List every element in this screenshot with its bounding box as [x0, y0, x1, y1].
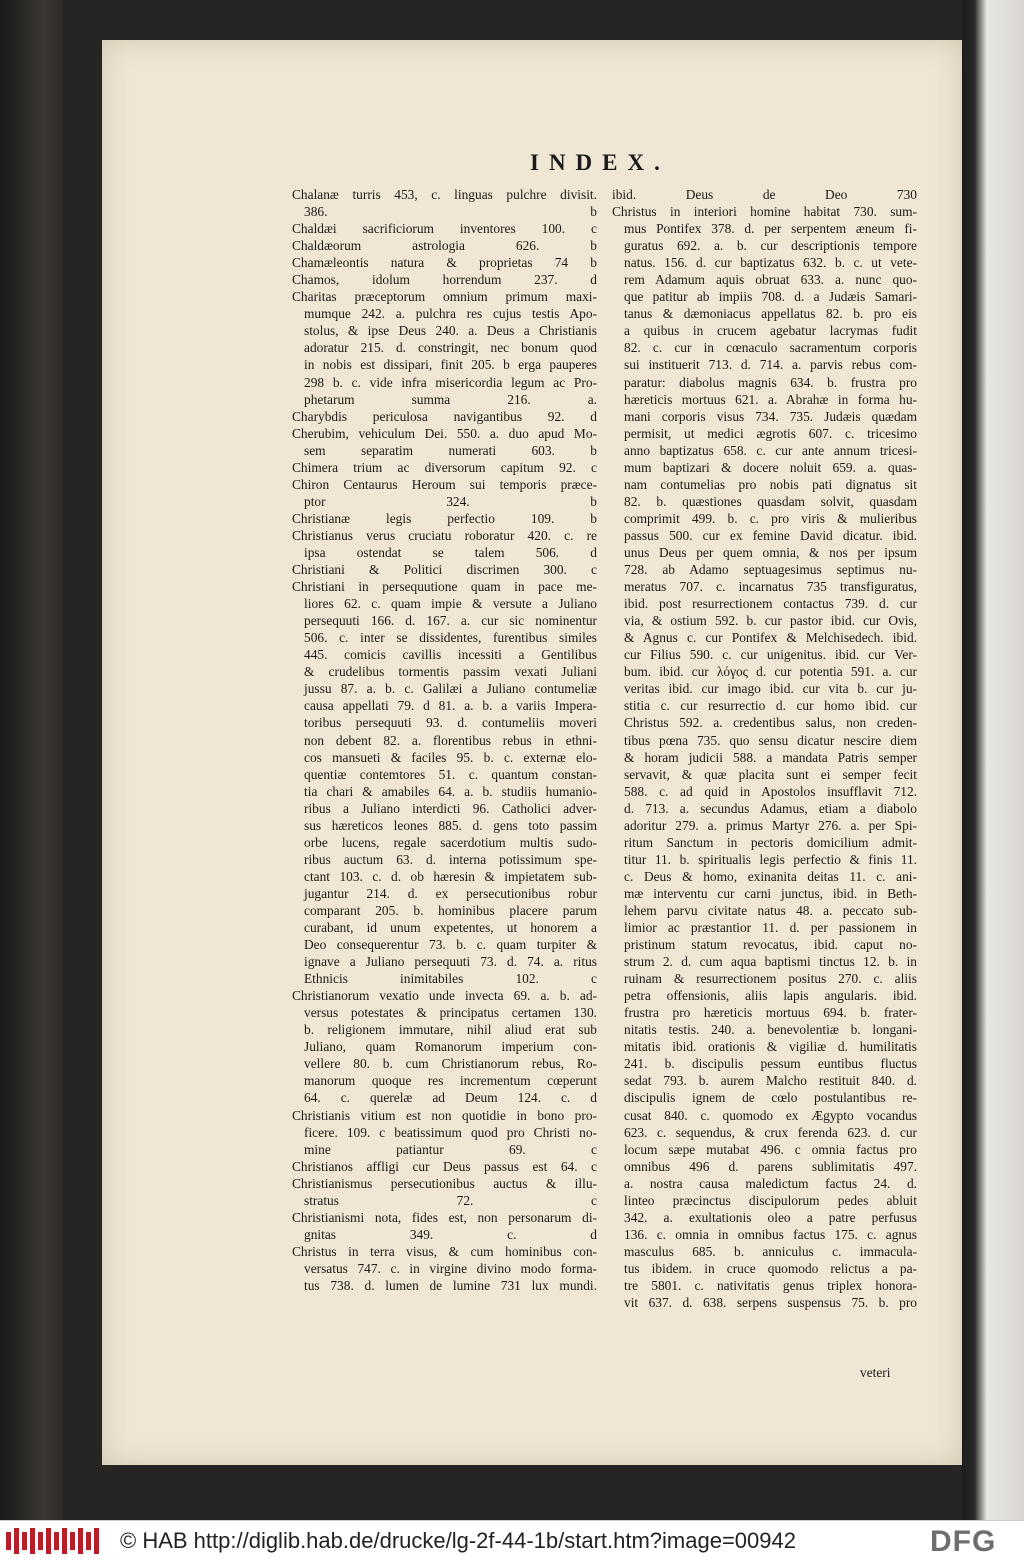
index-entry-line: linteo præcinctus discipulorum pedes abluit	[624, 1192, 917, 1208]
index-entry-line: frustra pro hæreticis mortuus 694. b. frater-	[624, 1005, 917, 1021]
index-entry-line: 623. c. sequendus, & crux ferenda 623. d. cur	[624, 1124, 917, 1140]
copyright-link[interactable]: © HAB http://diglib.hab.de/drucke/lg-2f-44-1b/start.htm?image=00942	[120, 1528, 796, 1553]
index-entry	[292, 987, 597, 1106]
index-entry-line: & horam judicii 588. a mandata Patris semper	[624, 749, 917, 765]
hab-logo-icon	[6, 1527, 102, 1555]
index-entry-line: mine patiantur 69. c	[304, 1141, 597, 1157]
index-entry-line: & Agnus c. cur Pontifex & Melchisedech. ibid.	[624, 630, 917, 646]
index-entry-line: c. Deus & homo, exinanita deitas 11. c. ani-	[624, 868, 917, 884]
index-entry	[292, 1209, 597, 1243]
index-entry-line: permisit, ut medici ægrotis 607. c. tricesimo	[624, 425, 917, 441]
index-entry-line: Christus in interiori homine habitat 730. sum-	[612, 204, 917, 220]
index-entry-line: 728. ab Adamo septuagesimus septimus nu-	[624, 562, 917, 578]
index-entry-line: unus Deus per quem omnia, & nos per ipsum	[624, 544, 917, 560]
index-entry-line: que patitur ab impiis 708. d. a Judæis Samari-	[624, 289, 917, 305]
index-entry	[292, 527, 597, 561]
index-entry-line: Christus 592. a. credentibus salus, non creden-	[624, 715, 917, 731]
index-entry-line: comparant 205. b. hominibus placere parum	[304, 902, 597, 918]
index-entry-line: b. religionem immutare, nihil aliud erat sub	[304, 1022, 597, 1038]
index-entry	[292, 510, 597, 527]
index-entry-line: jussu 87. a. b. c. Galilæi a Juliano contumeliæ	[304, 681, 597, 697]
index-entry-line: passus 500. cur ex femine David dicatur. ibid.	[624, 527, 917, 543]
index-entry-line: Chaldæorum astrologia 626. b	[292, 238, 597, 254]
index-entry-line: a. nostra causa maledictum factus 24. d.	[624, 1175, 917, 1191]
index-entry-line: 64. c. querelæ ad Deum 124. c. d	[304, 1090, 597, 1106]
index-entry-line: curabant, id unum expetentes, ut honorem a	[304, 920, 597, 936]
index-entry-line: 241. b. discipulis pessum euntibus fluctus	[624, 1056, 917, 1072]
index-entry-line: versus potestates & principatus certamen 130.	[304, 1005, 597, 1021]
index-entry-line: liores 62. c. quam impie & versute a Juliano	[304, 596, 597, 612]
index-column-left	[292, 186, 597, 1294]
index-entry	[292, 476, 597, 510]
index-entry-line: sem separatim numerati 603. b	[304, 442, 597, 458]
index-entry-line: ficere. 109. c beatissimum quod pro Christi no-	[304, 1124, 597, 1140]
index-entry-line: ignave a Juliano persequuti 73. d. 74. a. ritus	[304, 954, 597, 970]
index-entry	[292, 578, 597, 987]
index-entry-line: mumque 242. a. pulchra res cujus testis Apo-	[304, 306, 597, 322]
index-entry	[292, 237, 597, 254]
index-entry-line: cusat 840. c. quomodo ex Ægypto vocandus	[624, 1107, 917, 1123]
index-entry	[292, 220, 597, 237]
index-entry-line: Christianus verus cruciatu roboratur 420. c. re	[292, 527, 597, 543]
index-entry	[612, 186, 917, 203]
index-entry-line: tus ibidem. in cruce quomodo relictus a pa-	[624, 1260, 917, 1276]
index-entry-line: stratus 72. c	[304, 1192, 597, 1208]
index-entry-line: mum baptizari & docere noluit 659. a. quas-	[624, 459, 917, 475]
index-entry-line: persequuti 166. d. 167. a. cur sic nominentur	[304, 613, 597, 629]
index-entry-line: omnibus 496 d. parens sublimitatis 497.	[624, 1158, 917, 1174]
index-entry-line: Christiani & Politici discrimen 300. c	[292, 562, 597, 578]
index-entry-line: 82. c. cur in cœnaculo sacramentum corporis	[624, 340, 917, 356]
index-entry-line: vit 637. d. 638. serpens suspensus 75. b. pro	[624, 1295, 917, 1311]
index-entry-line: Chalanæ turris 453, c. linguas pulchre divisit.	[292, 187, 597, 202]
index-entry-line: nitatis testis. 240. a. benevolentiæ b. longani-	[624, 1022, 917, 1038]
index-entry-line: servavit, & quæ placita sunt ei semper fecit	[624, 766, 917, 782]
index-entry-line: toribus persequuti 93. d. contumeliis moveri	[304, 715, 597, 731]
index-entry-line: 342. a. exultationis oleo a patre perfusus	[624, 1209, 917, 1225]
index-entry-line: mani corporis visus 734. 735. Judæis quædam	[624, 408, 917, 424]
index-entry-line: manorum quoque res incrementum cœperunt	[304, 1073, 597, 1089]
index-entry-line: & crudelibus tormentis passim vexati Juliani	[304, 664, 597, 680]
index-entry-line: ibid. Deus de Deo 730	[612, 187, 917, 202]
index-entry-line: pristinum statum revocatus, ibid. caput no-	[624, 937, 917, 953]
index-entry-line: tanus & dæmoniacus appellatus 82. b. pro eis	[624, 306, 917, 322]
index-entry-line: cur Filius 590. c. cur unigenitus. ibid. cur Ver-	[624, 647, 917, 663]
index-entry	[292, 425, 597, 459]
index-entry	[292, 186, 597, 220]
index-entry-line: ruinam & resurrectionem positus 270. c. aliis	[624, 971, 917, 987]
index-entry	[292, 254, 597, 271]
index-entry-line: adoratur 215. d. constringit, nec bonum quod	[304, 340, 597, 356]
index-entry-line: Charitas præceptorum omnium primum maxi-	[292, 289, 597, 305]
index-entry-line: veritas ibid. cur imago ibid. cur vita b. cur ju-	[624, 681, 917, 697]
index-entry-line: Christus in terra visus, & cum hominibus con-	[292, 1243, 597, 1259]
index-entry-line: 386. b	[304, 204, 597, 220]
index-entry	[292, 1107, 597, 1158]
index-entry-line: in nobis est dissipari, finit 205. b erga pauperes	[304, 357, 597, 373]
index-entry-line: non debent 82. a. florentibus rebus in ethni-	[304, 732, 597, 748]
index-entry-line: tia chari & amabiles 64. a. b. studiis humanio-	[304, 783, 597, 799]
index-entry-line: Chiron Centaurus Heroum sui temporis præce-	[292, 476, 597, 492]
index-entry-line: orbe lucens, regale sacerdotium multis sudo-	[304, 834, 597, 850]
running-head: INDEX.	[530, 150, 670, 175]
index-entry-line: Charybdis periculosa navigantibus 92. d	[292, 408, 597, 424]
book-edge-right	[962, 0, 1024, 1520]
index-entry-line: Juliano, quam Romanorum imperium con-	[304, 1039, 597, 1055]
index-entry	[612, 203, 917, 1311]
index-entry-line: discipulis ignem de cœlo postulantibus re-	[624, 1090, 917, 1106]
book-edge-left	[0, 0, 62, 1520]
index-entry-line: ibid. post resurrectionem contactus 739. d. cur	[624, 596, 917, 612]
index-entry-line: bum. ibid. cur λόγος d. cur potentia 591. a. cur	[624, 664, 917, 680]
index-entry	[292, 1243, 597, 1294]
index-entry-line: sedat 793. b. aurem Malcho restituit 840. d.	[624, 1073, 917, 1089]
index-entry-line: natus. 156. d. cur baptizatus 632. b. c. ut vete-	[624, 255, 917, 271]
index-column-right	[612, 186, 917, 1311]
dfg-logo: DFG	[930, 1525, 997, 1558]
index-entry	[292, 1158, 597, 1175]
index-entry-line: Christiani in persequutione quam in pace me-	[292, 579, 597, 595]
index-entry-line: Christianæ legis perfectio 109. b	[292, 510, 597, 526]
index-entry-line: mus Pontifex 378. d. per serpentem æneum fi-	[624, 221, 917, 237]
index-entry	[292, 271, 597, 288]
index-entry-line: versatus 747. c. in virgine divino modo forma-	[304, 1260, 597, 1276]
index-entry-line: quentiæ contemtores 51. c. quantum constan-	[304, 766, 597, 782]
index-entry-line: ritum Sanctum in pectoris domicilium admit-	[624, 834, 917, 850]
index-entry-line: strum 2. d. cum aqua baptismi tinctus 12. b. in	[624, 954, 917, 970]
index-entry-line: phetarum summa 216. a.	[304, 391, 597, 407]
index-entry-line: anno baptizatus 658. c. cur ante annum tricesi-	[624, 442, 917, 458]
index-entry-line: 136. c. omnia in omnibus factus 175. c. agnus	[624, 1226, 917, 1242]
index-entry	[292, 288, 597, 407]
index-entry-line: 445. comicis cavillis incessiti a Gentilibus	[304, 647, 597, 663]
index-entry-line: ipsa ostendat se talem 506. d	[304, 544, 597, 560]
viewer-footer	[0, 1520, 1024, 1561]
index-entry-line: tre 5801. c. nativitatis genus triplex honora-	[624, 1278, 917, 1293]
index-entry-line: d. 713. a. secundus Adamus, etiam a diabolo	[624, 800, 917, 816]
index-entry-line: ctant 103. c. d. ob hæresin & impietatem sub-	[304, 868, 597, 884]
index-entry-line: lehem parvu civitate natus 48. a. peccato sub-	[624, 902, 917, 918]
index-entry-line: ribus auctum 63. d. interna potissimum spe-	[304, 851, 597, 867]
index-entry-line: mæ interventu cur carni junctus, ibid. in Beth-	[624, 885, 917, 901]
index-entry-line: 506. c. inter se dissidentes, furentibus similes	[304, 630, 597, 646]
index-entry	[292, 459, 597, 476]
index-entry-line: titur 11. b. spiritualis legis perfectio & finis 11.	[624, 851, 917, 867]
index-entry-line: guratus 692. a. b. cur descriptionis tempore	[624, 238, 917, 254]
index-entry-line: mitatis ibid. orationis & vigiliæ d. humilitatis	[624, 1039, 917, 1055]
index-entry-line: nam contumelias pro nobis pati dignatus sit	[624, 476, 917, 492]
index-entry-line: hæreticis mortuus 621. a. Abrahæ in forma hu-	[624, 391, 917, 407]
index-entry-line: a quibus in crucem agebatur lacrymas fudit	[624, 323, 917, 339]
index-entry-line: tibus pœna 735. quo sensu dicatur nescire diem	[624, 732, 917, 748]
index-entry-line: Christianismi nota, fides est, non personarum di-	[292, 1209, 597, 1225]
index-entry	[292, 561, 597, 578]
index-entry-line: causa appellati 79. d 81. a. b. a variis Impera-	[304, 698, 597, 714]
index-entry-line: cos mansueti & faciles 95. b. c. externæ elo-	[304, 749, 597, 765]
index-entry-line: masculus 685. b. anniculus c. immacula-	[624, 1243, 917, 1259]
index-entry-line: jugantur 214. d. ex persecutionibus robur	[304, 885, 597, 901]
index-entry-line: Chaldæi sacrificiorum inventores 100. c	[292, 221, 597, 237]
index-entry-line: gnitas 349. c. d	[304, 1226, 597, 1242]
index-entry-line: 588. c. ad quid in Apostolos insufflavit 712.	[624, 783, 917, 799]
index-entry-line: ribus a Juliano interdicti 96. Catholici adver-	[304, 800, 597, 816]
index-entry-line: Christianos affligi cur Deus passus est 64. c	[292, 1158, 597, 1174]
index-entry-line: tus 738. d. lumen de lumine 731 lux mundi.	[304, 1278, 597, 1293]
index-entry-line: Cherubim, vehiculum Dei. 550. a. duo apud Mo-	[292, 425, 597, 441]
index-entry-line: Ethnicis inimitabiles 102. c	[304, 971, 597, 987]
index-entry-line: Christianorum vexatio unde invecta 69. a. b. ad-	[292, 988, 597, 1004]
index-entry-line: locum sæpe mutabat 496. c omnia factus pro	[624, 1141, 917, 1157]
index-entry-line: petra offensionis, aliis lapis angularis. ibid.	[624, 988, 917, 1004]
index-entry-line: sus hæreticos leones 885. d. gens toto passim	[304, 817, 597, 833]
index-entry-line: stolus, & ipse Deus 240. a. Deus a Christianis	[304, 323, 597, 339]
index-entry-line: Chamæleontis natura & proprietas 74 b	[292, 255, 597, 271]
index-entry	[292, 408, 597, 425]
index-entry-line: paratur: diabolus magnis 634. b. frustra pro	[624, 374, 917, 390]
index-entry-line: comprimit 499. b. c. pro viris & mulieribus	[624, 510, 917, 526]
index-entry-line: sui instituerit 713. d. 714. a. parvis rebus com-	[624, 357, 917, 373]
catchword: veteri	[860, 1365, 891, 1380]
index-entry-line: 82. b. quæstiones quasdam solvit, quasdam	[624, 493, 917, 509]
index-entry-line: Christianis vitium est non quotidie in bono pro-	[292, 1107, 597, 1123]
index-entry-line: Chamos, idolum horrendum 237. d	[292, 272, 597, 288]
index-entry-line: via, & ostium 592. b. cur pastor ibid. cur Ovis,	[624, 613, 917, 629]
index-entry-line: vellere 80. b. cum Christianorum rebus, Ro-	[304, 1056, 597, 1072]
index-entry-line: Deo consequerentur 73. b. c. quam turpiter &	[304, 937, 597, 953]
index-entry-line: stitia c. cur resurrectio d. cur homo ibid. cur	[624, 698, 917, 714]
index-entry-line: Chimera trium ac diversorum capitum 92. c	[292, 459, 597, 475]
index-entry-line: meratus 707. c. incarnatus 735 transfiguratus,	[624, 579, 917, 595]
index-entry-line: Christianismus persecutionibus auctus & illu-	[292, 1175, 597, 1191]
index-entry-line: 298 b. c. vide infra misericordia legum ac Pro-	[304, 374, 597, 390]
index-entry-line: rem Adamum aquis obruat 633. a. nunc quo-	[624, 272, 917, 288]
index-entry-line: adoritur 279. a. primus Martyr 276. a. per Spi-	[624, 817, 917, 833]
index-entry	[292, 1175, 597, 1209]
index-entry-line: limior ac præstantior 11. d. per passionem in	[624, 920, 917, 936]
index-entry-line: ptor 324. b	[304, 493, 597, 509]
